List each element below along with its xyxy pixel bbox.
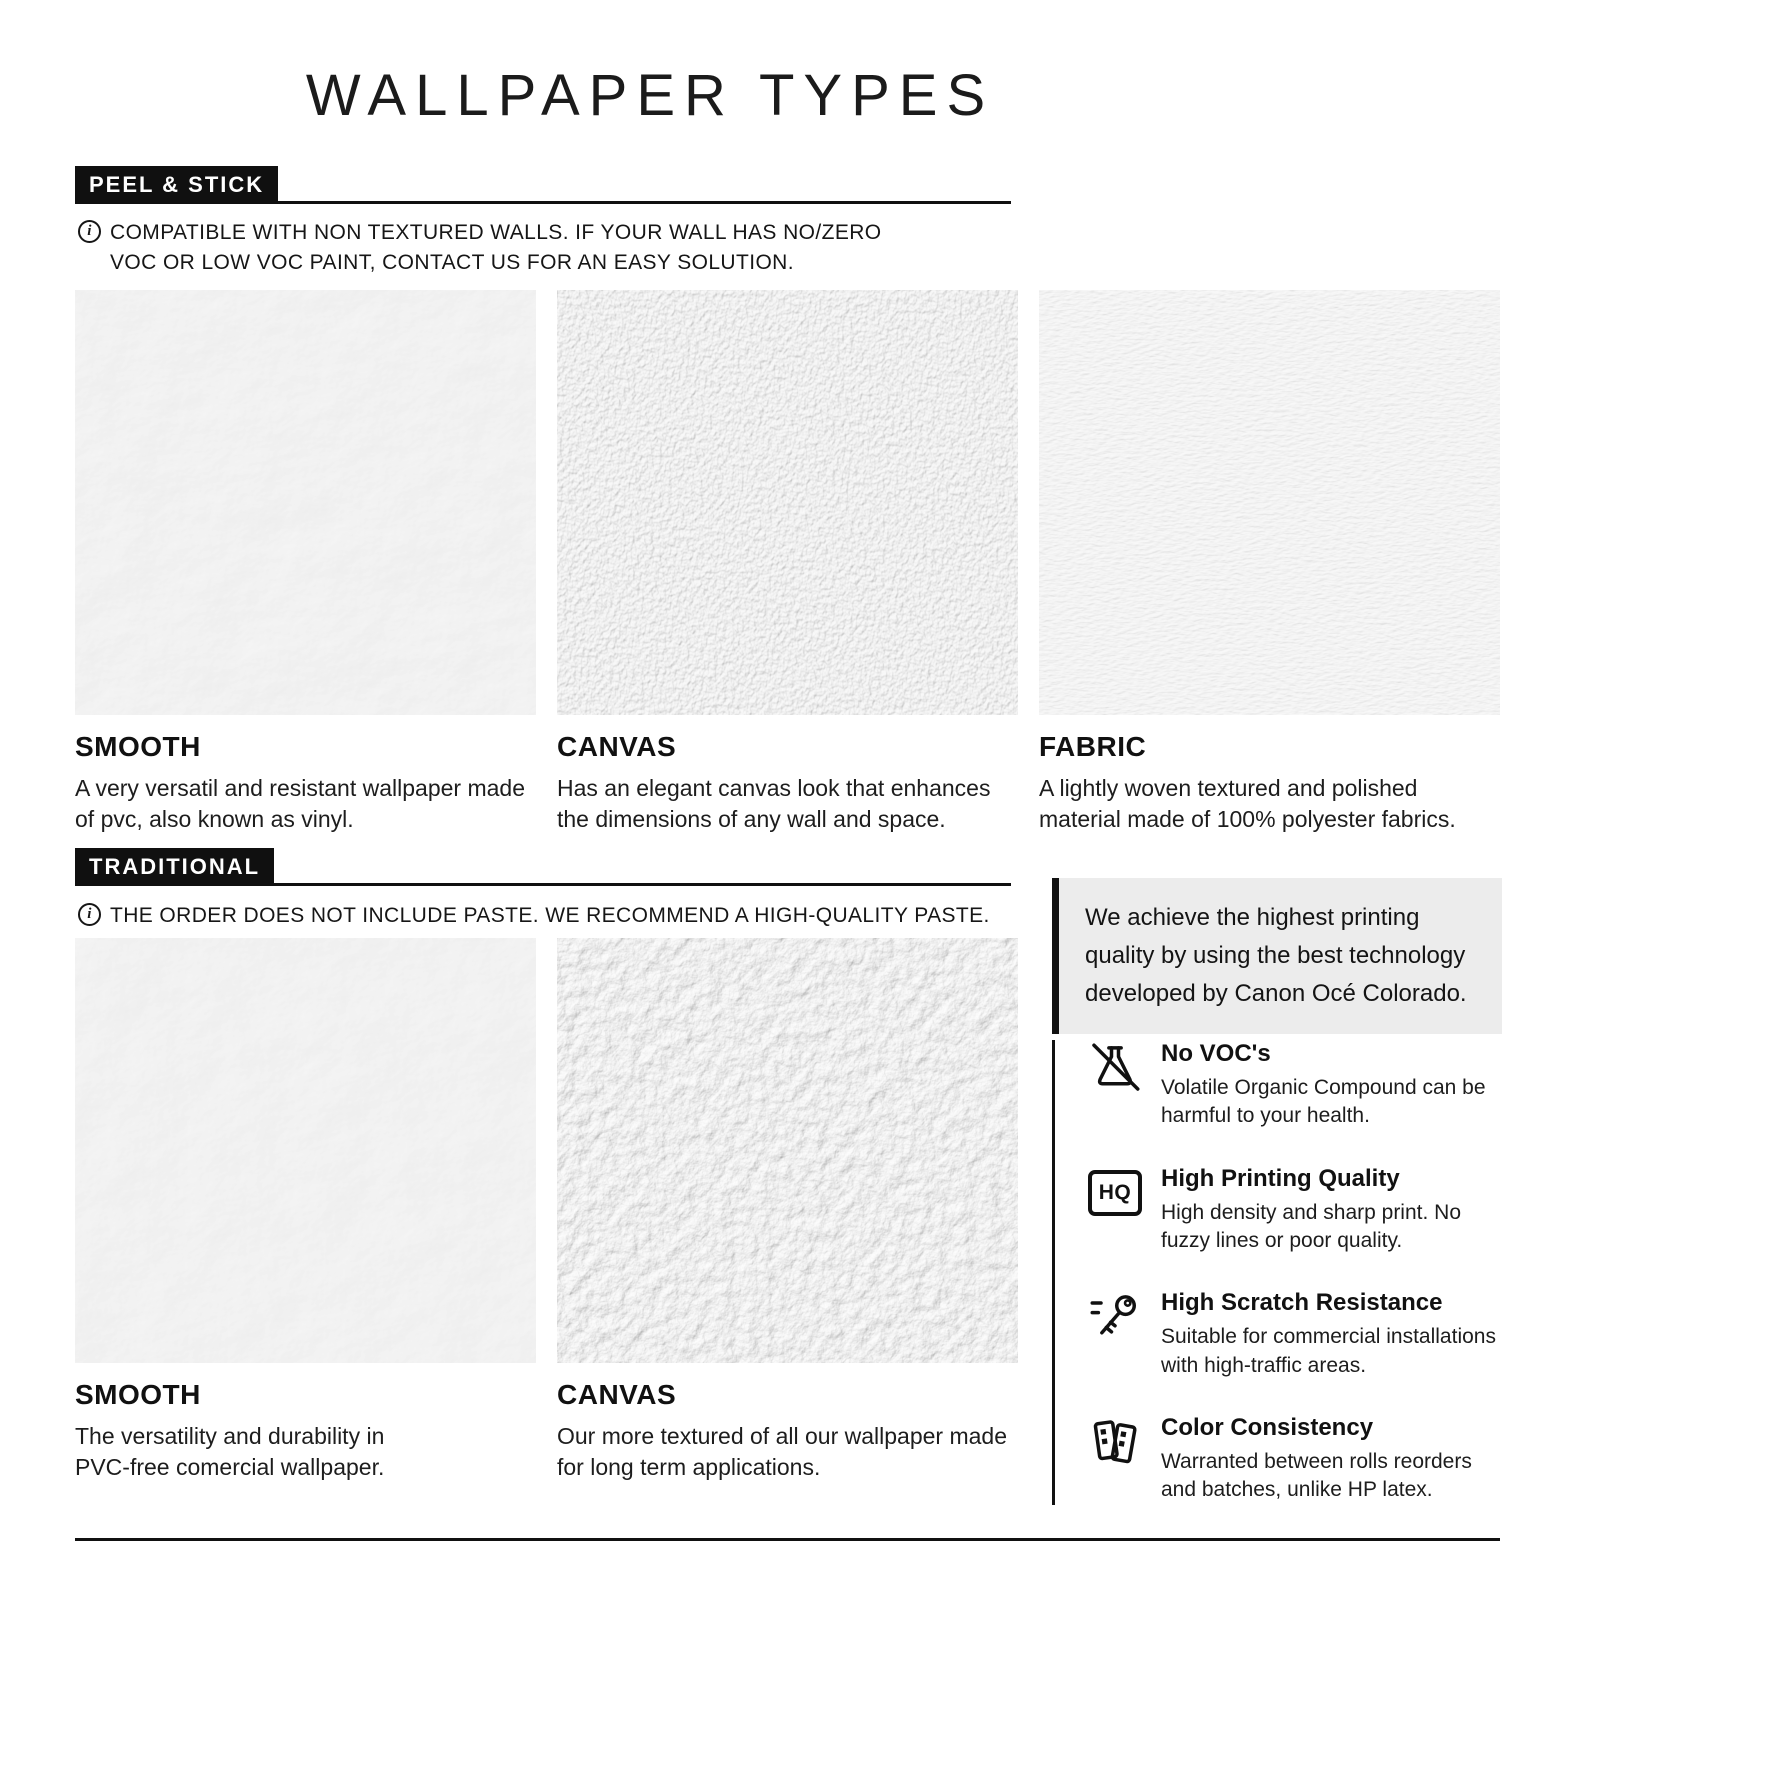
wallpaper-type-name: CANVAS bbox=[557, 1379, 677, 1410]
no-voc-icon bbox=[1087, 1040, 1143, 1096]
traditional-section-header bbox=[75, 848, 1011, 886]
wallpaper-type-description: Our more textured of all our wallpaper made for long term applications. bbox=[557, 1423, 1007, 1481]
traditional-swatches-row bbox=[75, 938, 1018, 1483]
info-icon-glyph: i bbox=[87, 906, 92, 922]
traditional-badge: TRADITIONAL bbox=[75, 848, 274, 886]
hq-icon bbox=[1088, 1170, 1142, 1216]
feature-description: High density and sharp print. No fuzzy lines or poor quality. bbox=[1161, 1200, 1461, 1253]
wallpaper-type-description: The versatility and durability in PVC-free comercial wallpaper. bbox=[75, 1423, 385, 1481]
wallpaper-type-name: FABRIC bbox=[1039, 731, 1147, 762]
feature-text bbox=[1161, 1165, 1504, 1256]
peel-stick-section-header bbox=[75, 166, 1011, 204]
feature-item bbox=[1087, 1289, 1504, 1380]
feature-text bbox=[1161, 1289, 1504, 1380]
feature-item bbox=[1087, 1414, 1504, 1505]
info-icon-glyph: i bbox=[87, 223, 92, 239]
quality-note-text: We achieve the highest printing quality by using the best technology developed by Canon Océ Colorado. bbox=[1085, 904, 1467, 1007]
feature-text bbox=[1161, 1414, 1504, 1505]
wallpaper-type-card bbox=[75, 290, 536, 835]
wallpaper-type-name: SMOOTH bbox=[75, 731, 201, 762]
hq-icon-label: HQ bbox=[1098, 1180, 1132, 1204]
note-line: THE ORDER DOES NOT INCLUDE PASTE. WE RECOMMEND A HIGH-QUALITY PASTE. bbox=[110, 904, 990, 927]
feature-item bbox=[1087, 1040, 1504, 1131]
features-list bbox=[1052, 1040, 1504, 1505]
peel-stick-canvas-swatch-image bbox=[557, 290, 1018, 715]
wallpaper-type-description: A lightly woven textured and polished material made of 100% polyester fabrics. bbox=[1039, 775, 1456, 833]
feature-description: Volatile Organic Compound can be harmful to your health. bbox=[1161, 1076, 1486, 1128]
feature-title: High Printing Quality bbox=[1161, 1164, 1400, 1192]
bottom-divider-line bbox=[75, 1538, 1500, 1541]
peel-stick-divider-line bbox=[278, 201, 1011, 204]
peel-stick-smooth-swatch-image bbox=[75, 290, 536, 715]
feature-item bbox=[1087, 1165, 1504, 1256]
traditional-note bbox=[78, 901, 990, 931]
peel-stick-badge: PEEL & STICK bbox=[75, 166, 278, 204]
info-icon bbox=[78, 220, 101, 243]
info-icon bbox=[78, 903, 101, 926]
wallpaper-type-description: A very versatil and resistant wallpaper made of pvc, also known as vinyl. bbox=[75, 775, 525, 833]
traditional-note-text bbox=[110, 901, 990, 931]
note-line: COMPATIBLE WITH NON TEXTURED WALLS. IF YOUR WALL HAS NO/ZERO bbox=[110, 221, 882, 244]
scratch-resistance-key-icon bbox=[1087, 1289, 1143, 1345]
feature-description: Warranted between rolls reorders and batches, unlike HP latex. bbox=[1161, 1450, 1472, 1502]
traditional-canvas-swatch-image bbox=[557, 938, 1018, 1363]
feature-title: No VOC's bbox=[1161, 1040, 1271, 1067]
quality-note-box bbox=[1052, 878, 1502, 1034]
note-line: VOC OR LOW VOC PAINT, CONTACT US FOR AN EASY SOLUTION. bbox=[110, 251, 794, 275]
wallpaper-type-name: SMOOTH bbox=[75, 1379, 201, 1410]
feature-text bbox=[1161, 1040, 1504, 1131]
peel-stick-note bbox=[78, 218, 882, 279]
peel-stick-swatches-row bbox=[75, 290, 1500, 835]
feature-title: High Scratch Resistance bbox=[1161, 1289, 1443, 1317]
page-title: WALLPAPER TYPES bbox=[305, 63, 995, 128]
wallpaper-type-card bbox=[75, 938, 536, 1483]
peel-stick-fabric-swatch-image bbox=[1039, 290, 1500, 715]
color-swatchbook-icon bbox=[1087, 1414, 1143, 1470]
wallpaper-type-description: Has an elegant canvas look that enhances the dimensions of any wall and space. bbox=[557, 775, 991, 833]
wallpaper-type-card bbox=[1039, 290, 1500, 835]
wallpaper-type-card bbox=[557, 938, 1018, 1483]
peel-stick-note-text bbox=[110, 218, 882, 279]
wallpaper-type-card bbox=[557, 290, 1018, 835]
traditional-divider-line bbox=[274, 883, 1011, 886]
wallpaper-type-name: CANVAS bbox=[557, 731, 677, 762]
feature-description: Suitable for commercial installations with high-traffic areas. bbox=[1161, 1325, 1496, 1377]
traditional-smooth-swatch-image bbox=[75, 938, 536, 1363]
feature-title: Color Consistency bbox=[1161, 1414, 1374, 1442]
